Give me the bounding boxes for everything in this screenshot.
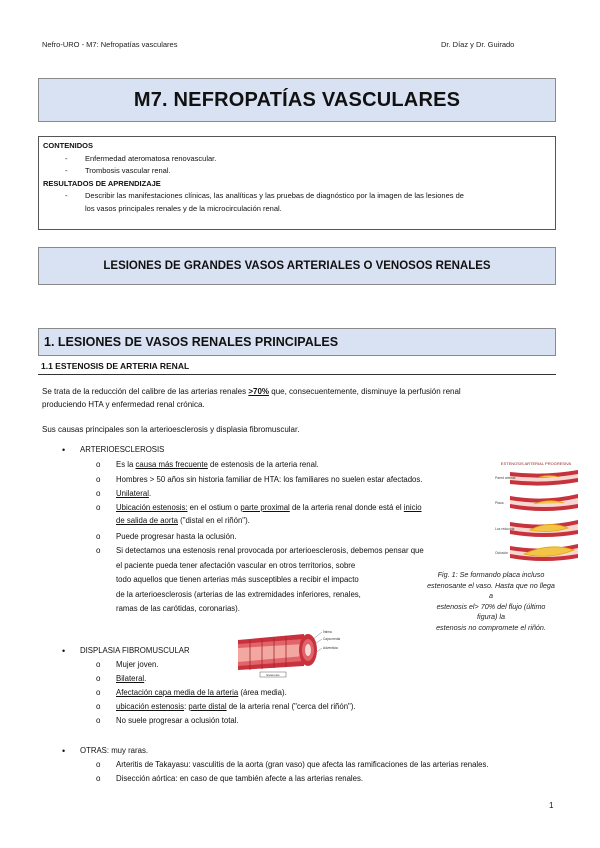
otras-label: OTRAS: muy raras.: [80, 746, 149, 755]
arterio-item: Si detectamos una estenosis renal provocada por arterioesclerosis, debemos pensar que el paciente pueda tener afectación vascular en otros territorios, sobre todo aquellos que tienen arterias más susceptibles a recibir el impacto de la arterioesclerosis (arterias de las extremidades inferiores, renales, ramas de las carótidas, coronarias).: [116, 546, 424, 613]
causes-paragraph: Sus causas principales son la arterioesclerosis y displasia fibromuscular.: [42, 425, 300, 434]
contents-box: [38, 136, 556, 230]
vessel-segment-4: [510, 544, 578, 561]
displasia-item: Mujer joven.: [116, 660, 159, 669]
arterio-item: Puede progresar hasta la oclusión.: [116, 532, 237, 541]
svg-text:Adventicia: Adventicia: [323, 646, 338, 650]
intro-paragraph: Se trata de la reducción del calibre de las arterias renales >70% que, consecuentemente, disminuye la perfusión renal produciendo HTA y enfermedad renal crónica.: [42, 387, 461, 409]
arterio-item: Es la causa más frecuente de estenosis de la arteria renal.: [116, 460, 319, 469]
heading-2: 1.1 ESTENOSIS DE ARTERIA RENAL: [38, 361, 556, 375]
displasia-item: Bilateral.: [116, 674, 147, 683]
artery-wall-figure: [228, 626, 340, 678]
resultados-heading: RESULTADOS DE APRENDIZAJE: [43, 178, 161, 188]
displasia-item: Afectación capa media de la arteria (área media).: [116, 688, 287, 697]
otras-item: Disección aórtica: en caso de que también afecte a las arterias renales.: [116, 774, 364, 783]
section-title-box: [38, 247, 556, 285]
arterio-item: Ubicación estenosis: en el ostium o parte proximal de la arteria renal donde está el inicio de salida de aorta ("distal en el riñón").: [116, 503, 422, 525]
arterio-item: Hombres > 50 años sin historia familiar de HTA: los familiares no suelen estar afectados.: [116, 475, 423, 484]
stenosis-progression-figure: [494, 458, 578, 568]
otras-item: Arteritis de Takayasu: vasculitis de la aorta (gran vaso) que afecta las ramificaciones de las arterias renales.: [116, 760, 489, 769]
figure-caption: Fig. 1: Se formando placa incluso estenosante el vaso. Hasta que no llega a estenosis el> 70% del flujo (último figura) la estenosis no compromete el riñón.: [427, 570, 555, 632]
arterio-item: Unilateral.: [116, 489, 152, 498]
vessel-segment-3: [510, 520, 578, 537]
svg-text:Placa: Placa: [495, 501, 504, 505]
heading-1: 1. LESIONES DE VASOS RENALES PRINCIPALES: [38, 328, 556, 356]
svg-text:Capa media: Capa media: [323, 637, 340, 641]
running-header-right: Dr. Díaz y Dr. Guirado: [441, 40, 515, 49]
displasia-item: No suele progresar a oclusión total.: [116, 716, 239, 725]
svg-text:Estenosis: Estenosis: [266, 673, 280, 677]
contenidos-heading: CONTENIDOS: [43, 141, 94, 150]
svg-text:Íntima: Íntima: [323, 630, 332, 634]
displasia-item: ubicación estenosis: parte distal de la arteria renal ("cerca del riñón").: [116, 702, 356, 711]
page-title: M7. NEFROPATÍAS VASCULARES: [133, 88, 461, 111]
page-number: 1: [549, 801, 554, 810]
svg-text:Oclusión: Oclusión: [495, 551, 509, 555]
displasia-label: DISPLASIA FIBROMUSCULAR: [80, 646, 190, 655]
section-title: LESIONES DE GRANDES VASOS ARTERIALES O VENOSOS RENALES: [103, 260, 491, 272]
running-header-left: Nefro-URO - M7: Nefropatías vasculares: [42, 40, 178, 49]
vessel-segment-1: [510, 470, 578, 486]
svg-text:Luz reducida: Luz reducida: [495, 527, 515, 531]
vessel-segment-2: [510, 494, 578, 511]
resultados-item: - Describir las manifestaciones clínicas, las analíticas y las pruebas de diagnóstico por la imagen de las lesiones de los vasos principales renales y de la microcirculación renal.: [65, 191, 464, 213]
arterio-label: ARTERIOESCLEROSIS: [80, 445, 165, 454]
page-title-box: [38, 78, 556, 122]
svg-text:Pared arterial: Pared arterial: [495, 476, 516, 480]
contenidos-item: - Enfermedad ateromatosa renovascular.: [65, 153, 217, 163]
svg-text:ESTENOSIS ARTERIAL PROGRESIVA: ESTENOSIS ARTERIAL PROGRESIVA: [500, 461, 572, 466]
contenidos-item: - Trombosis vascular renal.: [65, 166, 171, 175]
